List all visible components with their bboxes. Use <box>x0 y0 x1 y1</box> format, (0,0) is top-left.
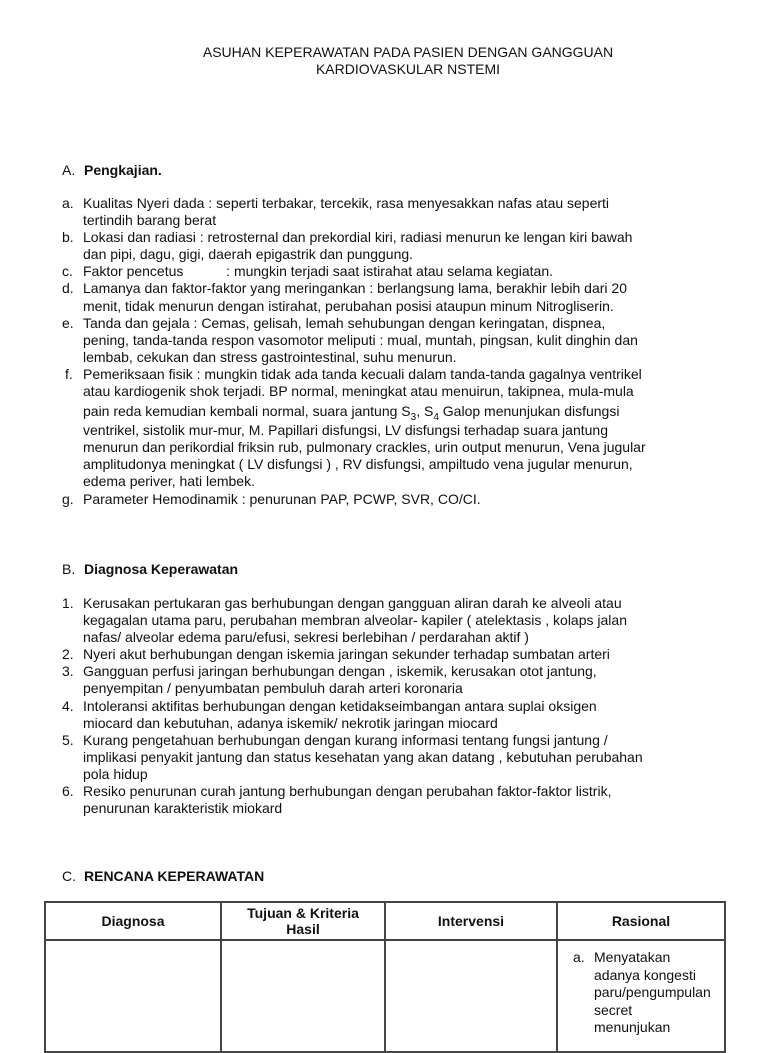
document-title <box>0 44 768 78</box>
section-c-letter: C. <box>62 868 76 884</box>
header-line: Tujuan & Kriteria <box>247 905 359 921</box>
section-a-letter: A. <box>62 162 76 178</box>
header-rasional <box>557 902 725 940</box>
diagnosis-list <box>62 595 712 817</box>
diagnosis-item-6 <box>62 783 712 817</box>
line: atau kardiogenik shok terjadi. BP normal, meningkat atau menuirun, takipnea, mula-mula <box>83 383 634 400</box>
header-intervensi <box>385 902 557 940</box>
line: pola hidup <box>83 765 148 782</box>
line: Resiko penurunan curah jantung berhubungan dengan perubahan faktor-faktor listrik, <box>83 783 612 800</box>
assessment-item-c <box>62 263 712 280</box>
list-marker: f. <box>65 365 73 382</box>
title-line-2: KARDIOVASKULAR NSTEMI <box>315 61 501 77</box>
line: penurunan karakteristik miokard <box>83 800 283 817</box>
header-line: Intervensi <box>437 913 505 929</box>
section-b-letter: B. <box>62 561 76 577</box>
cell-diagnosa <box>45 940 221 1052</box>
section-c-heading <box>62 868 264 885</box>
line: Kerusakan pertukaran gas berhubungan dengan gangguan aliran darah ke alveoli atau <box>83 595 622 611</box>
assessment-item-f <box>62 366 712 491</box>
line: paru/pengumpulan <box>594 984 711 1000</box>
subscript: 3 <box>410 411 417 423</box>
line: lembab, cekukan dan stress gastrointestinal, suhu menurun. <box>83 348 457 365</box>
line: Kurang pengetahuan berhubungan dengan kurang informasi tentang fungsi jantung / <box>83 731 608 748</box>
care-plan-table-wrap <box>44 901 726 1053</box>
table-row <box>45 940 725 1052</box>
diagnosis-item-2 <box>62 646 712 663</box>
line: kegagalan utama paru, perubahan membran alveolar- kapiler ( atelektasis , kolaps jalan <box>83 612 627 629</box>
heart-sound-line <box>83 400 712 422</box>
line: Menyatakan <box>594 949 671 965</box>
line: menit, tidak menurun dengan istirahat, perubahan posisi ataupun minum Nitrogliserin. <box>83 297 614 314</box>
line: amplitudonya meningkat ( LV disfungsi ) , RV disfungsi, ampiltudo vena jugular menurun, <box>83 456 633 473</box>
diagnosis-item-5 <box>62 732 712 783</box>
section-a-heading <box>62 162 162 179</box>
subscript: 4 <box>433 411 439 423</box>
line: Parameter Hemodinamik : penurunan PAP, PCWP, SVR, CO/CI. <box>83 490 481 507</box>
assessment-item-d <box>62 280 712 314</box>
cell-intervensi <box>385 940 557 1052</box>
text-run: , S <box>416 403 434 420</box>
line: secret <box>594 1001 633 1018</box>
cell-tujuan <box>221 940 385 1052</box>
assessment-item-e <box>62 315 712 366</box>
line: menurun dan perikordial friksin rub, pulmonary crackles, urin output menurun, Vena jugular <box>83 439 646 456</box>
header-line: Diagnosa <box>101 913 165 929</box>
line: menunjukan <box>594 1019 671 1035</box>
line: adanya kongesti <box>594 966 696 983</box>
list-marker: 1. <box>62 595 74 611</box>
section-b-heading <box>62 561 238 578</box>
list-marker: 6. <box>62 783 74 800</box>
line: Intoleransi aktifitas berhubungan dengan ketidakseimbangan antara suplai oksigen <box>83 697 597 714</box>
assessment-list <box>62 195 712 508</box>
line: implikasi penyakit jantung dan status kesehatan yang akan datang , kebutuhan perubahan <box>83 748 643 765</box>
rasional-list <box>558 949 724 1037</box>
section-c-title: RENCANA KEPERAWATAN <box>84 868 265 884</box>
header-tujuan <box>221 902 385 940</box>
list-marker: 4. <box>62 697 74 714</box>
diagnosis-item-4 <box>62 698 712 732</box>
list-marker: g. <box>62 490 74 507</box>
list-marker: a. <box>573 949 585 965</box>
section-a-title: Pengkajian. <box>84 162 162 178</box>
line: dan pipi, dagu, gigi, daerah epigastrik dan punggung. <box>83 246 414 263</box>
cell-rasional <box>557 940 725 1052</box>
line: pening, tanda-tanda respon vasomotor meliputi : mual, muntah, pingsan, kulit dinghin dan <box>83 331 638 348</box>
list-marker: b. <box>62 229 74 246</box>
list-marker: 3. <box>62 663 74 680</box>
line: ventrikel, sistolik mur-mur, M. Papillari disfungsi, LV disfungsi terhadap suara jantung <box>83 422 608 439</box>
rasional-item-a <box>558 949 724 1037</box>
line: Kualitas Nyeri dada : seperti terbakar, tercekik, rasa menyesakkan nafas atau seperti <box>83 195 610 211</box>
line: edema periver, hati lembek. <box>83 473 255 490</box>
list-marker: e. <box>62 314 74 331</box>
assessment-item-b <box>62 229 712 263</box>
section-b-title: Diagnosa Keperawatan <box>84 561 239 577</box>
line: Pemeriksaan fisik : mungkin tidak ada tanda kecuali dalam tanda-tanda gagalnya ventrikel <box>83 365 642 382</box>
header-line: Rasional <box>611 913 671 929</box>
line: penyempitan / penyumbatan pembuluh darah arteri koronaria <box>83 680 463 697</box>
line: tertindih barang berat <box>83 212 217 229</box>
assessment-item-a <box>62 195 712 229</box>
line: Faktor pencetus : mungkin terjadi saat istirahat atau selama kegiatan. <box>83 263 554 280</box>
text-run: Galop menunjukan disfungsi <box>438 403 620 420</box>
list-marker: a. <box>62 195 74 211</box>
care-plan-table <box>44 901 726 1053</box>
line: Nyeri akut berhubungan dengan iskemia jaringan sekunder terhadap sumbatan arteri <box>83 646 610 663</box>
line: nafas/ alveolar edema paru/efusi, sekresi berlebihan / perdarahan aktif ) <box>83 629 529 646</box>
diagnosis-item-1 <box>62 595 712 646</box>
title-line-1: ASUHAN KEPERAWATAN PADA PASIEN DENGAN GANGGUAN <box>202 44 614 60</box>
assessment-item-g <box>62 491 712 508</box>
list-marker: 5. <box>62 731 74 748</box>
header-line: Hasil <box>286 921 320 937</box>
list-marker: c. <box>62 263 73 280</box>
text-run: pain reda kemudian kembali normal, suara jantung S <box>83 403 411 420</box>
list-marker: 2. <box>62 646 74 663</box>
list-marker: d. <box>62 280 74 297</box>
table-header-row <box>45 902 725 940</box>
line: miocard dan kebutuhan, adanya iskemik/ nekrotik jaringan miocard <box>83 714 498 731</box>
line: Tanda dan gejala : Cemas, gelisah, lemah sehubungan dengan keringatan, dispnea, <box>83 314 606 331</box>
header-diagnosa <box>45 902 221 940</box>
line: Gangguan perfusi jaringan berhubungan dengan , iskemik, kerusakan otot jantung, <box>83 663 597 680</box>
diagnosis-item-3 <box>62 663 712 697</box>
line: Lokasi dan radiasi : retrosternal dan prekordial kiri, radiasi menurun ke lengan kiri bawah <box>83 229 633 246</box>
line: Lamanya dan faktor-faktor yang meringankan : berlangsung lama, berakhir lebih dari 20 <box>83 280 627 297</box>
